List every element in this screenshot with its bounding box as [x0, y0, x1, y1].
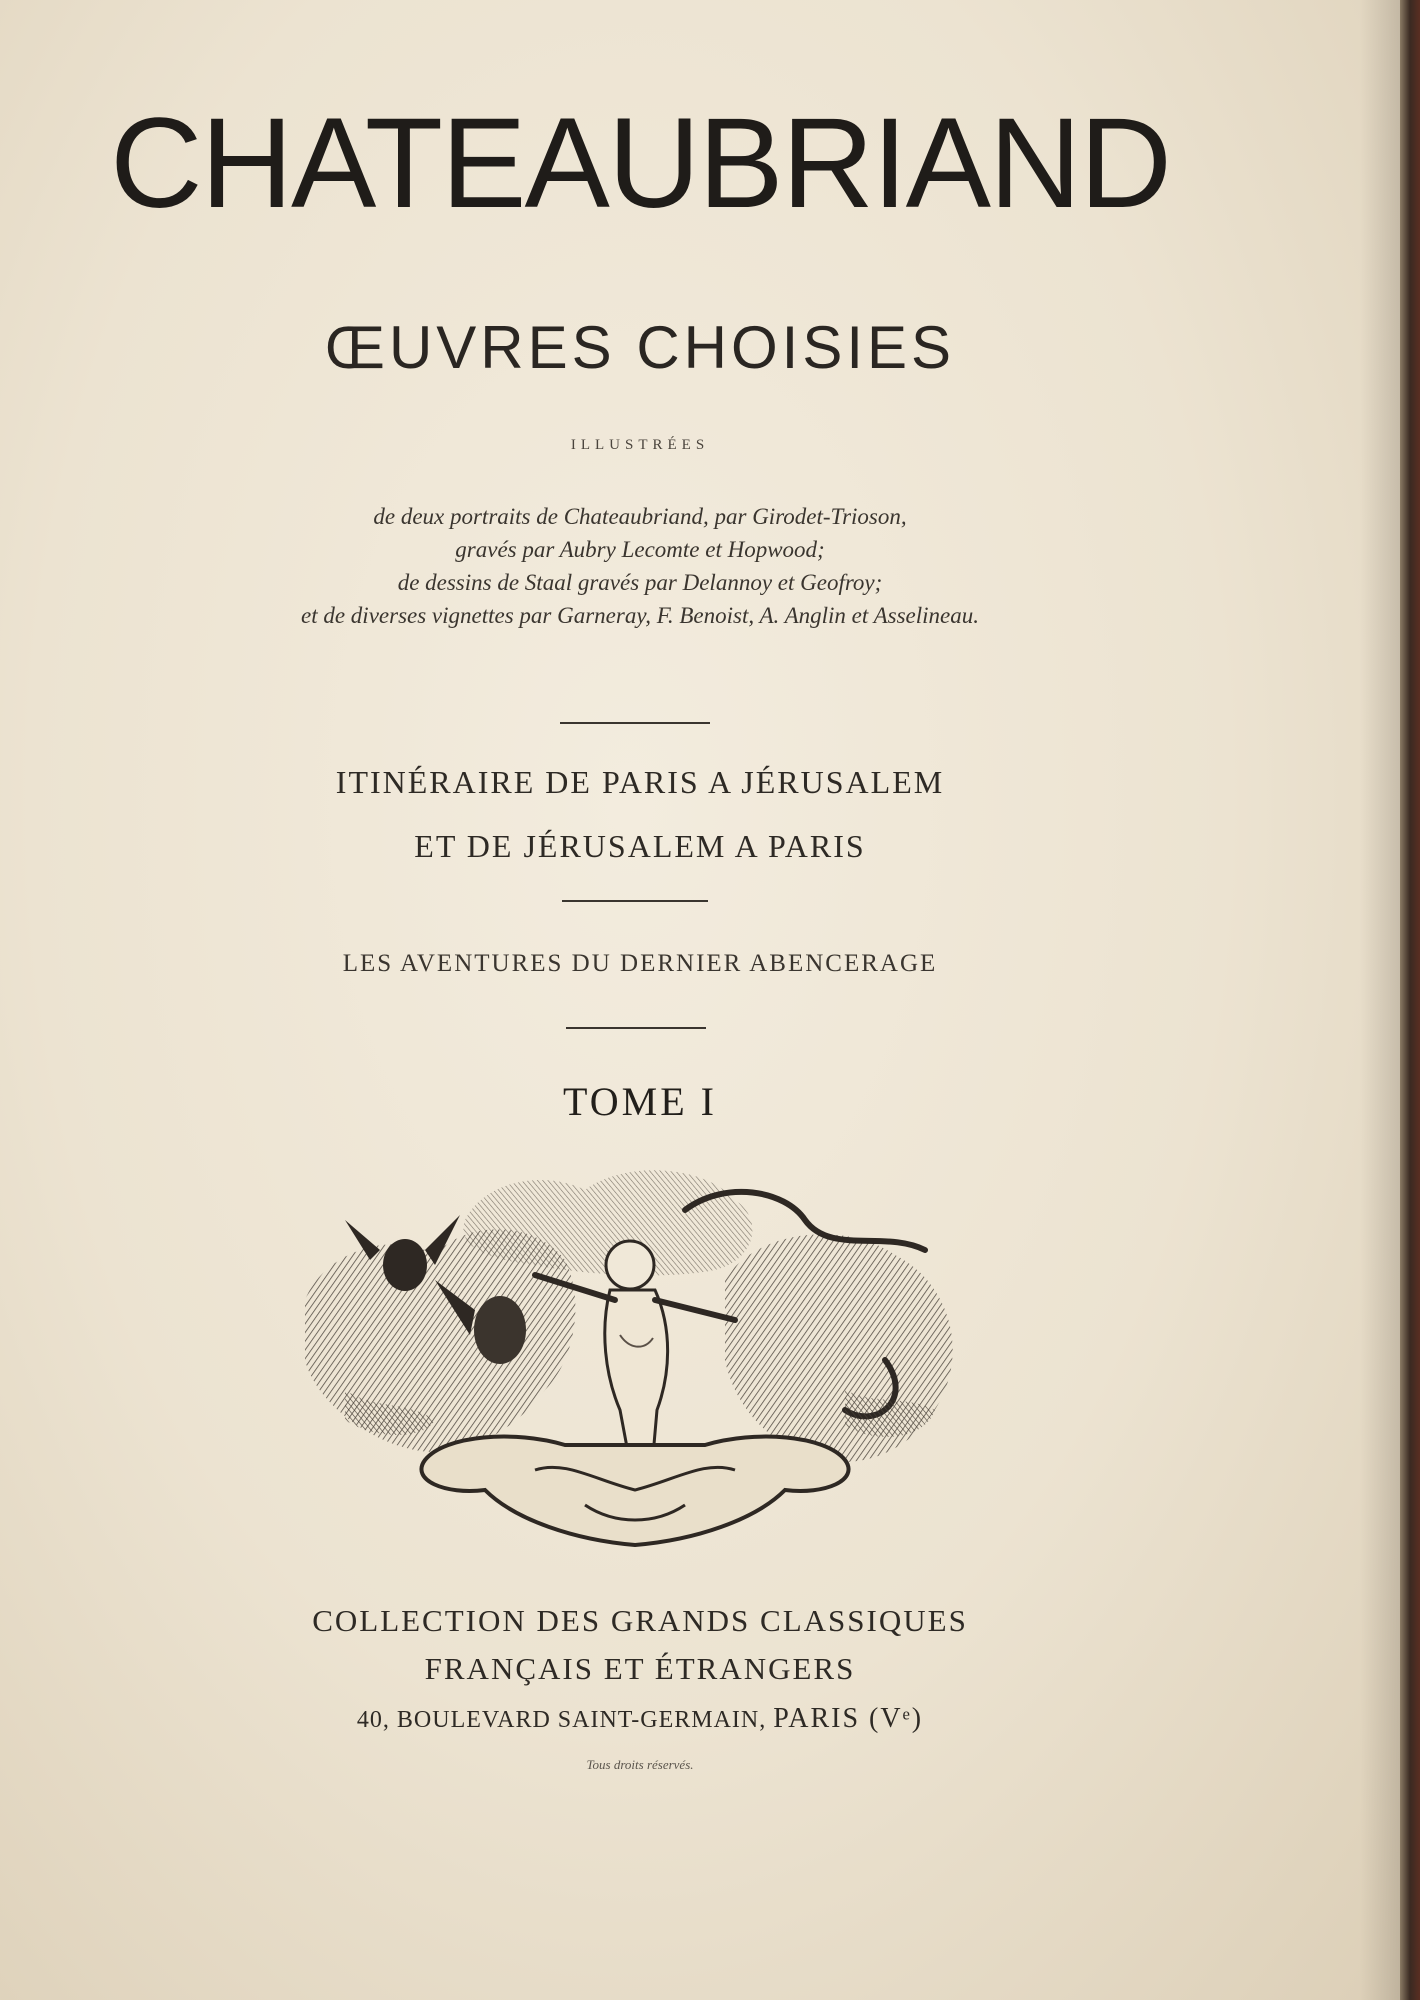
publisher-collection — [0, 1597, 1280, 1693]
publisher-line: FRANÇAIS ET ÉTRANGERS — [424, 1651, 856, 1686]
credit-line: de deux portraits de Chateaubriand, par Girodet-Trioson, — [373, 504, 907, 529]
divider-rule — [566, 1027, 706, 1029]
divider-rule — [562, 900, 708, 902]
work-title-line: ITINÉRAIRE DE PARIS A JÉRUSALEM — [335, 764, 945, 800]
illustration-credits — [0, 500, 1280, 632]
page-gutter-shadow — [1360, 0, 1400, 2000]
address-city: PARIS (Vᵉ) — [773, 1703, 924, 1734]
rights-notice: Tous droits réservés. — [586, 1757, 694, 1772]
second-work-title: LES AVENTURES DU DERNIER ABENCERAGE — [342, 950, 938, 977]
author-name: CHATEAUBRIAND — [110, 92, 1170, 235]
address-street: 40, BOULEVARD SAINT-GERMAIN, — [356, 1707, 767, 1733]
credit-line: et de diverses vignettes par Garneray, F. Benoist, A. Anglin et Asselineau. — [301, 603, 979, 628]
credit-line: de dessins de Staal gravés par Delannoy et Geofroy; — [397, 570, 883, 595]
illustrated-label: ILLUSTRÉES — [570, 437, 710, 453]
engraved-vignette — [285, 1160, 975, 1560]
book-edge — [1400, 0, 1420, 2000]
publisher-line: COLLECTION DES GRANDS CLASSIQUES — [312, 1603, 968, 1638]
series-title: ŒUVRES CHOISIES — [324, 314, 956, 381]
work-title-line: ET DE JÉRUSALEM A PARIS — [414, 828, 866, 864]
divider-rule — [560, 722, 710, 724]
credit-line: gravés par Aubry Lecomte et Hopwood; — [455, 537, 825, 562]
publisher-address — [0, 1703, 1280, 1735]
volume-number: TOME I — [563, 1079, 717, 1124]
work-title — [0, 750, 1280, 878]
